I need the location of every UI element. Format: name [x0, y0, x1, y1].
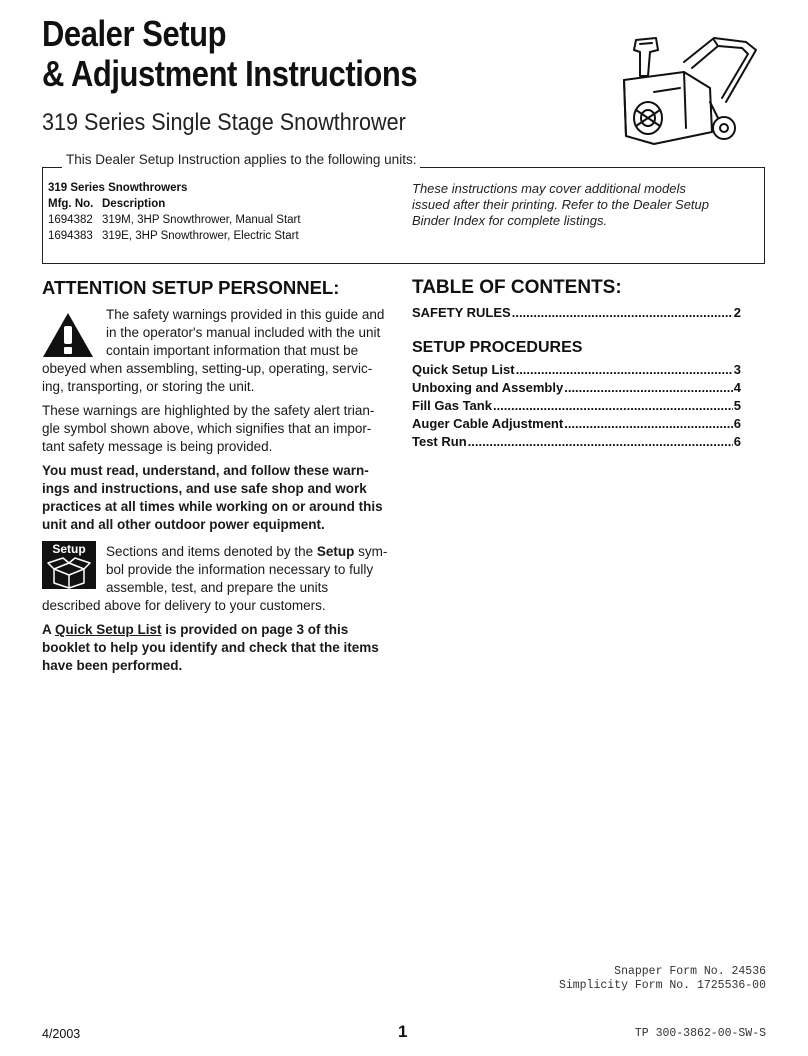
- toc-entry-page: 4: [733, 380, 741, 395]
- p2-line: tant safety message is being provided.: [42, 439, 273, 454]
- document-title: [42, 14, 417, 94]
- safety-alert-icon: [42, 312, 94, 358]
- applicability-legend: This Dealer Setup Instruction applies to the following units:: [62, 151, 420, 169]
- document-subtitle: 319 Series Single Stage Snowthrower: [42, 109, 406, 136]
- p4-setup-bold: Setup: [316, 544, 355, 559]
- toc-entry[interactable]: [412, 433, 741, 451]
- title-line-1: Dealer Setup: [42, 13, 227, 54]
- simplicity-form-number: Simplicity Form No. 1725536-00: [558, 979, 766, 992]
- p5-line: have been performed.: [42, 658, 183, 673]
- p5-suffix: is provided on page 3 of this: [161, 622, 349, 637]
- p4-line: assemble, test, and prepare the units: [106, 580, 329, 595]
- p5-line: [42, 621, 348, 639]
- p3-line: practices at all times while working on or around this: [42, 499, 383, 514]
- toc-leader-dots: [493, 397, 733, 415]
- page-number: 1: [398, 1022, 408, 1041]
- toc-leader-dots: [516, 361, 733, 379]
- toc-entry-page: 6: [733, 434, 741, 449]
- column-header-mfg: Mfg. No.: [48, 198, 94, 210]
- toc-heading: TABLE OF CONTENTS:: [412, 277, 622, 298]
- toc-entry-label: Unboxing and Assembly: [412, 380, 564, 395]
- p1-line: ing, transporting, or storing the unit.: [42, 379, 255, 394]
- p2-line: These warnings are highlighted by the safety alert trian-: [42, 403, 375, 418]
- p1-line: The safety warnings provided in this guide and: [106, 307, 385, 322]
- p4-line: [106, 543, 387, 561]
- unit-mfg-number: 1694383: [48, 230, 93, 242]
- units-column-headers: [48, 196, 165, 212]
- additional-models-note: These instructions may cover additional models issued after their printing. Refer to the Dealer Setup Binder Index for complete listings.: [412, 181, 709, 228]
- p5-line: booklet to help you identify and check that the items: [42, 640, 379, 655]
- toc-entry-page: 5: [733, 398, 741, 413]
- snowthrower-illustration-icon: [614, 32, 766, 152]
- title-line-2: & Adjustment Instructions: [42, 53, 418, 94]
- quick-setup-list-link[interactable]: Quick Setup List: [55, 622, 162, 637]
- unit-row: [48, 228, 299, 244]
- unit-mfg-number: 1694382: [48, 214, 93, 226]
- unit-row: [48, 212, 301, 228]
- p1-line: contain important information that must be: [106, 343, 359, 358]
- attention-heading: ATTENTION SETUP PERSONNEL:: [42, 277, 340, 298]
- toc-entry-page: 3: [733, 362, 741, 377]
- p4-line: described above for delivery to your customers.: [42, 598, 326, 613]
- toc-entry-label: Quick Setup List: [412, 362, 515, 377]
- toc-leader-dots: [564, 415, 733, 433]
- setup-icon-label: Setup: [52, 542, 86, 556]
- toc-entry-label: Auger Cable Adjustment: [412, 416, 564, 431]
- p5-prefix: A: [42, 622, 55, 637]
- toc-entry[interactable]: [412, 379, 741, 397]
- p1-line: obeyed when assembling, setting-up, operating, servic-: [42, 361, 373, 376]
- toc-leader-dots: [512, 304, 733, 322]
- toc-leader-dots: [564, 379, 733, 397]
- p3-line: ings and instructions, and use safe shop and work: [42, 481, 367, 496]
- series-heading: 319 Series Snowthrowers: [48, 182, 188, 194]
- document-code: TP 300-3862-00-SW-S: [634, 1027, 766, 1040]
- toc-entry[interactable]: [412, 397, 741, 415]
- print-date: 4/2003: [42, 1027, 81, 1041]
- toc-entry-safety-rules[interactable]: [412, 304, 741, 322]
- snapper-form-number: Snapper Form No. 24536: [614, 965, 766, 978]
- p3-line: unit and all other outdoor power equipment.: [42, 517, 325, 532]
- unit-description: 319M, 3HP Snowthrower, Manual Start: [102, 214, 301, 226]
- toc-entry-page: 2: [733, 305, 741, 320]
- toc-entry-label: SAFETY RULES: [412, 305, 511, 320]
- toc-entry-page: 6: [733, 416, 741, 431]
- p3-line: You must read, understand, and follow these warn-: [42, 463, 369, 478]
- p1-line: in the operator's manual included with the unit: [106, 325, 381, 340]
- column-header-description: Description: [102, 198, 166, 210]
- p4-line: bol provide the information necessary to fully: [106, 562, 374, 577]
- toc-entry-label: Test Run: [412, 434, 467, 449]
- toc-entry[interactable]: [412, 415, 741, 433]
- setup-procedures-heading: SETUP PROCEDURES: [412, 339, 583, 356]
- p4-text-b: sym-: [354, 544, 388, 559]
- p4-text-a: Sections and items denoted by the: [106, 544, 317, 559]
- toc-entry[interactable]: [412, 361, 741, 379]
- unit-description: 319E, 3HP Snowthrower, Electric Start: [102, 230, 299, 242]
- p2-line: gle symbol shown above, which signifies that an impor-: [42, 421, 372, 436]
- toc-entry-label: Fill Gas Tank: [412, 398, 492, 413]
- toc-leader-dots: [468, 433, 733, 451]
